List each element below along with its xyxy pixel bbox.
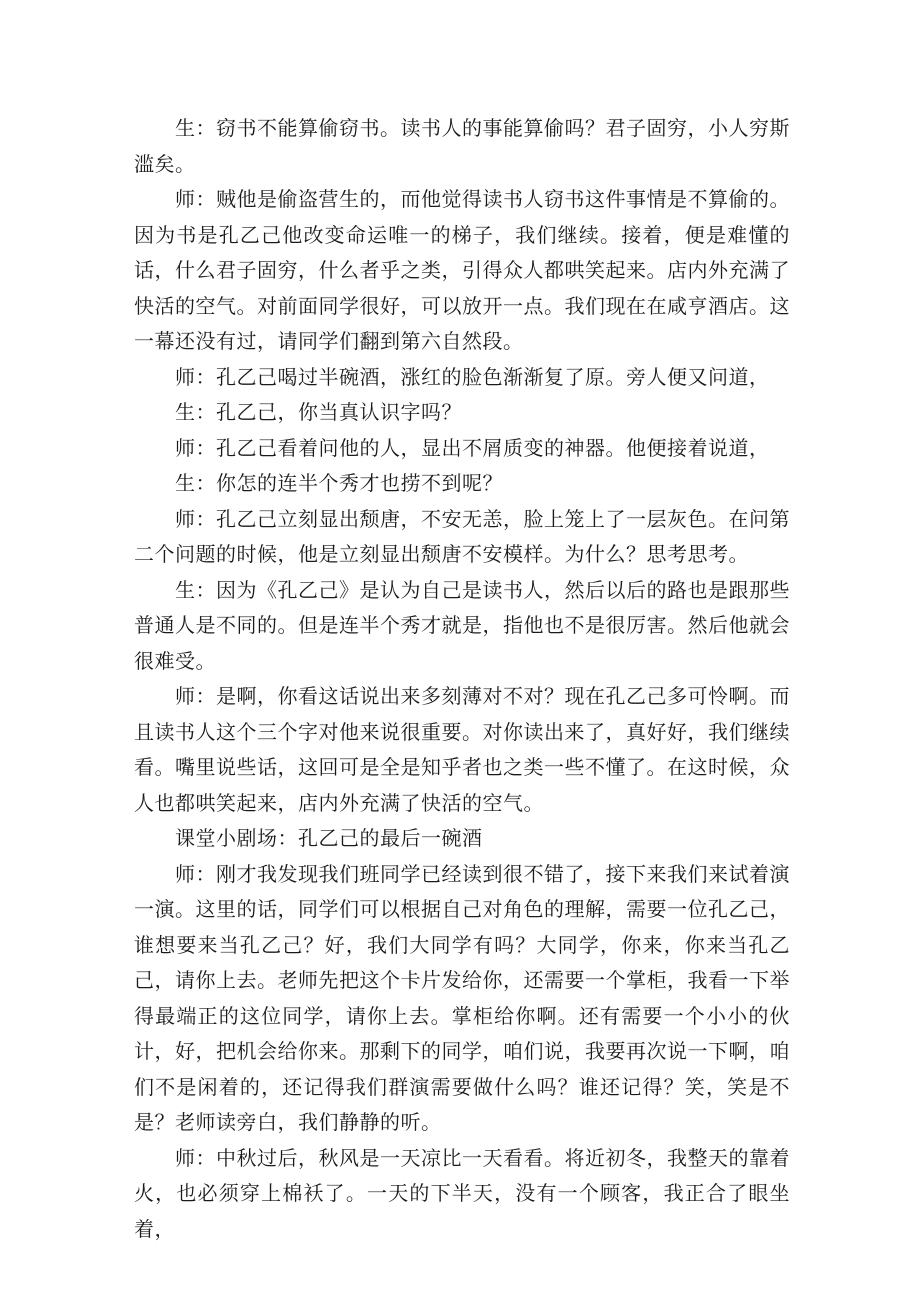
paragraph-5: 师：孔乙己看着问他的人，显出不屑质变的神器。他便接着说道， [175,435,770,460]
paragraph-8: 生：因为《孔乙己》是认为自己是读书人，然后以后的路也是跟那些普通人是不同的。但是连半个秀才就是，指他也不是很厉害。然后他就会很难受。 [134,577,790,673]
section-heading: 课堂小剧场：孔乙己的最后一碗酒 [175,826,483,850]
document-page [134,111,790,1247]
paragraph-9: 师：是啊，你看这话说出来多刻薄对不对？现在孔乙己多可怜啊。而且读书人这个三个字对他来说很重要。对你读出来了，真好好，我们继续看。嘴里说些话，这回可是全是知乎者也之类一些不懂了。在这时候，众人也都哄笑起来，店内外充满了快活的空气。 [134,684,790,815]
paragraph-1: 生：窃书不能算偷窃书。读书人的事能算偷吗？君子固穷，小人穷斯滥矣。 [134,116,790,176]
paragraph-11: 师：刚才我发现我们班同学已经读到很不错了，接下来我们来试着演一演。这里的话，同学们可以根据自己对角色的理解，需要一位孔乙己，谁想要来当孔乙己？好，我们大同学有吗？大同学，你来，你来当孔乙己，请你上去。老师先把这个卡片发给你，还需要一个掌柜，我看一下举得最端正的这位同学，请你上去。掌柜给你啊。还有需要一个小小的伙计，好，把机会给你来。那剩下的同学，咱们说，我要再次说一下啊，咱们不是闲着的，还记得我们群演需要做什么吗？谁还记得？笑，笑是不是？老师读旁白，我们静静的听。 [134,861,790,1134]
paragraph-12: 师：中秋过后，秋风是一天凉比一天看看。将近初冬，我整天的靠着火，也必须穿上棉袄了。一天的下半天，没有一个顾客，我正合了眼坐着， [134,1145,790,1241]
paragraph-4: 生：孔乙己，你当真认识字吗？ [175,400,462,424]
paragraph-2: 师：贼他是偷盗营生的，而他觉得读书人窃书这件事情是不算偷的。因为书是孔乙己他改变命运唯一的梯子，我们继续。接着，便是难懂的话，什么君子固穷，什么者乎之类，引得众人都哄笑起来。店内外充满了快活的空气。对前面同学很好，可以放开一点。我们现在在咸亨酒店。这一幕还没有过，请同学们翻到第六自然段。 [134,187,790,353]
paragraph-7: 师：孔乙己立刻显出颓唐，不安无恙，脸上笼上了一层灰色。在问第二个问题的时候，他是立刻显出颓唐不安模样。为什么？思考思考。 [134,506,790,566]
paragraph-6: 生：你怎的连半个秀才也捞不到呢？ [175,471,503,495]
paragraph-3: 师：孔乙己喝过半碗酒，涨红的脸色渐渐复了原。旁人便又问道， [175,364,770,389]
